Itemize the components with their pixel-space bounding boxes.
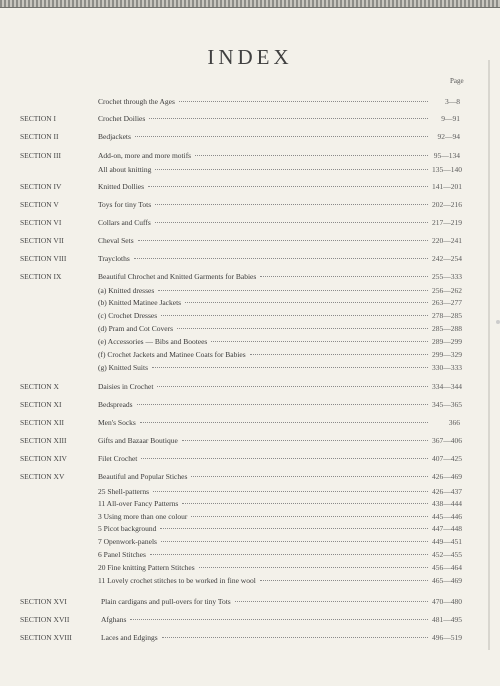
section-number: SECTION XII bbox=[20, 418, 64, 427]
index-entry bbox=[0, 486, 500, 498]
section-number: SECTION VII bbox=[20, 236, 64, 245]
dot-leader bbox=[153, 490, 428, 492]
page-range: 285—288 bbox=[432, 324, 462, 333]
entry-title: Gifts and Bazaar Boutique bbox=[98, 436, 178, 445]
entry-title: Add-on, more and more motifs bbox=[98, 151, 192, 160]
section-number: SECTION VIII bbox=[20, 254, 67, 263]
entry-line bbox=[98, 399, 460, 411]
entry-line bbox=[98, 253, 460, 265]
page-range: 465—469 bbox=[432, 576, 462, 585]
dot-leader bbox=[158, 289, 428, 291]
dot-leader bbox=[155, 221, 428, 223]
page-range: 481—495 bbox=[432, 615, 462, 624]
page-range: 92—94 bbox=[437, 132, 460, 141]
entry-line bbox=[98, 498, 460, 510]
page-range: 278—285 bbox=[432, 311, 462, 320]
section-number: SECTION XIV bbox=[20, 454, 67, 463]
page-range: 220—241 bbox=[432, 236, 462, 245]
section-number: SECTION XVIII bbox=[20, 633, 72, 642]
page-range: 367—406 bbox=[432, 436, 462, 445]
dot-leader bbox=[191, 515, 428, 517]
page-title: INDEX bbox=[207, 45, 293, 69]
entry-line bbox=[98, 471, 460, 483]
section-number: SECTION XVI bbox=[20, 597, 67, 606]
entry-line bbox=[101, 632, 460, 644]
entry-title: Beautiful Chrochet and Knitted Garments for Babies bbox=[98, 272, 257, 281]
entry-line bbox=[98, 310, 460, 322]
index-entry bbox=[0, 164, 500, 176]
index-entry bbox=[0, 511, 500, 523]
dot-leader bbox=[160, 527, 428, 529]
dot-leader bbox=[148, 185, 428, 187]
entry-title: Knitted Dollies bbox=[98, 182, 145, 191]
entry-title: (e) Accessories — Bibs and Bootees bbox=[98, 337, 208, 346]
dot-leader bbox=[179, 100, 428, 102]
entry-line bbox=[98, 362, 460, 374]
dot-leader bbox=[150, 553, 428, 555]
page-range: 202—216 bbox=[432, 200, 462, 209]
index-entry bbox=[0, 336, 500, 348]
entry-line bbox=[98, 562, 460, 574]
dot-leader bbox=[137, 403, 428, 405]
dot-leader bbox=[155, 203, 428, 205]
index-entry bbox=[0, 297, 500, 309]
dot-leader bbox=[155, 168, 428, 170]
page-range: 345—365 bbox=[432, 400, 462, 409]
page-range: 456—464 bbox=[432, 563, 462, 572]
entry-title: 11 Lovely crochet stitches to be worked in fine wool bbox=[98, 576, 256, 585]
page-range: 242—254 bbox=[432, 254, 462, 263]
section-number: SECTION IV bbox=[20, 182, 62, 191]
section-number: SECTION XVII bbox=[20, 615, 70, 624]
entry-line bbox=[98, 96, 460, 108]
dot-leader bbox=[161, 314, 428, 316]
section-number: SECTION X bbox=[20, 382, 59, 391]
entry-title: Crochet through the Ages bbox=[98, 97, 175, 106]
page-range: 95—134 bbox=[433, 151, 460, 160]
entry-title: (a) Knitted dresses bbox=[98, 286, 155, 295]
dot-leader bbox=[149, 117, 428, 119]
index-entry bbox=[0, 150, 500, 162]
index-entry bbox=[0, 596, 500, 608]
page-range: 438—444 bbox=[432, 499, 462, 508]
entry-line bbox=[98, 575, 460, 587]
index-entry bbox=[0, 536, 500, 548]
section-number: SECTION XI bbox=[20, 400, 62, 409]
entry-title: Bedjackets bbox=[98, 132, 131, 141]
page-range: 426—469 bbox=[432, 472, 462, 481]
index-entry bbox=[0, 498, 500, 510]
index-entry bbox=[0, 181, 500, 193]
dot-leader bbox=[177, 327, 428, 329]
entry-title: (g) Knitted Suits bbox=[98, 363, 148, 372]
entry-title: 6 Panel Stitches bbox=[98, 550, 146, 559]
index-entry bbox=[0, 575, 500, 587]
dot-leader bbox=[250, 353, 428, 355]
dot-leader bbox=[182, 439, 428, 441]
page-range: 452—455 bbox=[432, 550, 462, 559]
dot-leader bbox=[162, 636, 428, 638]
entry-line bbox=[98, 271, 460, 283]
entry-line bbox=[98, 435, 460, 447]
entry-title: 3 Using more than one colour bbox=[98, 512, 188, 521]
entry-title: Laces and Edgings bbox=[101, 633, 158, 642]
entry-title: Filet Crochet bbox=[98, 454, 138, 463]
page-range: 9—91 bbox=[441, 114, 460, 123]
entry-title: 11 All-over Fancy Patterns bbox=[98, 499, 179, 508]
page-range: 447—448 bbox=[432, 524, 462, 533]
index-entry bbox=[0, 271, 500, 283]
entry-line bbox=[98, 164, 460, 176]
entry-title: 5 Picot background bbox=[98, 524, 157, 533]
index-entry bbox=[0, 235, 500, 247]
entry-line bbox=[98, 511, 460, 523]
index-entry bbox=[0, 435, 500, 447]
dot-leader bbox=[157, 385, 428, 387]
page-range: 426—437 bbox=[432, 487, 462, 496]
index-entry bbox=[0, 549, 500, 561]
index-entry bbox=[0, 285, 500, 297]
entry-title: Daisies in Crochet bbox=[98, 382, 154, 391]
section-number: SECTION I bbox=[20, 114, 57, 123]
entry-line bbox=[98, 297, 460, 309]
entry-title: Bedspreads bbox=[98, 400, 133, 409]
entry-line bbox=[101, 596, 460, 608]
entry-title: (c) Crochet Dresses bbox=[98, 311, 158, 320]
page-column-header: Page bbox=[450, 77, 464, 85]
entry-line bbox=[98, 217, 460, 229]
entry-line bbox=[98, 453, 460, 465]
entry-title: (d) Pram and Cot Covers bbox=[98, 324, 173, 333]
dot-leader bbox=[135, 135, 428, 137]
entry-line bbox=[101, 614, 460, 626]
index-entry bbox=[0, 562, 500, 574]
entry-line bbox=[98, 235, 460, 247]
index-entry bbox=[0, 471, 500, 483]
page-range: 366 bbox=[448, 418, 460, 427]
entry-line bbox=[98, 131, 460, 143]
entry-title: (f) Crochet Jackets and Matinee Coats for Babies bbox=[98, 350, 246, 359]
page-range: 3—8 bbox=[445, 97, 460, 106]
entry-line bbox=[98, 323, 460, 335]
index-entry bbox=[0, 362, 500, 374]
entry-title: 25 Shell-patterns bbox=[98, 487, 150, 496]
entry-title: Collars and Cuffs bbox=[98, 218, 151, 227]
index-entry bbox=[0, 113, 500, 125]
entry-title: 7 Openwork-panels bbox=[98, 537, 157, 546]
entry-line bbox=[98, 486, 460, 498]
dot-leader bbox=[260, 579, 428, 581]
entry-title: Toys for tiny Tots bbox=[98, 200, 152, 209]
entry-title: All about knitting bbox=[98, 165, 152, 174]
index-entry bbox=[0, 310, 500, 322]
dot-leader bbox=[185, 301, 428, 303]
index-entry bbox=[0, 96, 500, 108]
page-range: 256—262 bbox=[432, 286, 462, 295]
section-number: SECTION XV bbox=[20, 472, 65, 481]
dot-leader bbox=[161, 540, 428, 542]
entry-title: 20 Fine knitting Pattern Stitches bbox=[98, 563, 195, 572]
entry-line bbox=[98, 113, 460, 125]
page-range: 330—333 bbox=[432, 363, 462, 372]
entry-line bbox=[98, 523, 460, 535]
dot-leader bbox=[130, 618, 428, 620]
index-entry bbox=[0, 349, 500, 361]
page-top-border bbox=[0, 0, 500, 8]
index-entry bbox=[0, 614, 500, 626]
index-entry bbox=[0, 199, 500, 211]
page-range: 263—277 bbox=[432, 298, 462, 307]
entry-line bbox=[98, 381, 460, 393]
dot-leader bbox=[191, 475, 428, 477]
page-range: 255—333 bbox=[432, 272, 462, 281]
index-entry bbox=[0, 323, 500, 335]
entry-line bbox=[98, 150, 460, 162]
index-entry bbox=[0, 131, 500, 143]
dot-leader bbox=[195, 154, 428, 156]
entry-line bbox=[98, 285, 460, 297]
page-range: 470—480 bbox=[432, 597, 462, 606]
entry-line bbox=[98, 199, 460, 211]
section-number: SECTION XIII bbox=[20, 436, 67, 445]
dot-leader bbox=[211, 340, 428, 342]
page-range: 289—299 bbox=[432, 337, 462, 346]
dot-leader bbox=[141, 457, 428, 459]
page-range: 135—140 bbox=[432, 165, 462, 174]
entry-line bbox=[98, 536, 460, 548]
entry-line bbox=[98, 549, 460, 561]
index-entry bbox=[0, 399, 500, 411]
page-range: 445—446 bbox=[432, 512, 462, 521]
page-range: 449—451 bbox=[432, 537, 462, 546]
dot-leader bbox=[138, 239, 428, 241]
section-number: SECTION II bbox=[20, 132, 59, 141]
entry-line bbox=[98, 181, 460, 193]
section-number: SECTION III bbox=[20, 151, 62, 160]
dot-leader bbox=[140, 421, 428, 423]
entry-title: Traycloths bbox=[98, 254, 130, 263]
entry-title: Plain cardigans and pull-overs for tiny Tots bbox=[101, 597, 231, 606]
index-entry bbox=[0, 253, 500, 265]
page-range: 334—344 bbox=[432, 382, 462, 391]
entry-title: Beautiful and Popular Stiches bbox=[98, 472, 188, 481]
dot-leader bbox=[260, 275, 428, 277]
section-number: SECTION VI bbox=[20, 218, 62, 227]
dot-leader bbox=[182, 502, 428, 504]
index-entry bbox=[0, 632, 500, 644]
entry-title: Men's Socks bbox=[98, 418, 136, 427]
entry-title: Afghans bbox=[101, 615, 127, 624]
dot-leader bbox=[235, 600, 428, 602]
page-range: 217—219 bbox=[432, 218, 462, 227]
index-entry bbox=[0, 217, 500, 229]
index-entry bbox=[0, 453, 500, 465]
section-number: SECTION IX bbox=[20, 272, 62, 281]
entry-line bbox=[98, 417, 460, 429]
dot-leader bbox=[152, 366, 428, 368]
entry-title: (b) Knitted Matinee Jackets bbox=[98, 298, 182, 307]
dot-leader bbox=[134, 257, 428, 259]
entry-title: Cheval Sets bbox=[98, 236, 134, 245]
entry-title: Crochet Doilies bbox=[98, 114, 146, 123]
page-range: 496—519 bbox=[432, 633, 462, 642]
page-range: 141—201 bbox=[432, 182, 462, 191]
index-entry bbox=[0, 417, 500, 429]
section-number: SECTION V bbox=[20, 200, 59, 209]
entry-line bbox=[98, 349, 460, 361]
page-range: 407—425 bbox=[432, 454, 462, 463]
dot-leader bbox=[199, 566, 428, 568]
index-entry bbox=[0, 523, 500, 535]
page-range: 299—329 bbox=[432, 350, 462, 359]
entry-line bbox=[98, 336, 460, 348]
index-entry bbox=[0, 381, 500, 393]
